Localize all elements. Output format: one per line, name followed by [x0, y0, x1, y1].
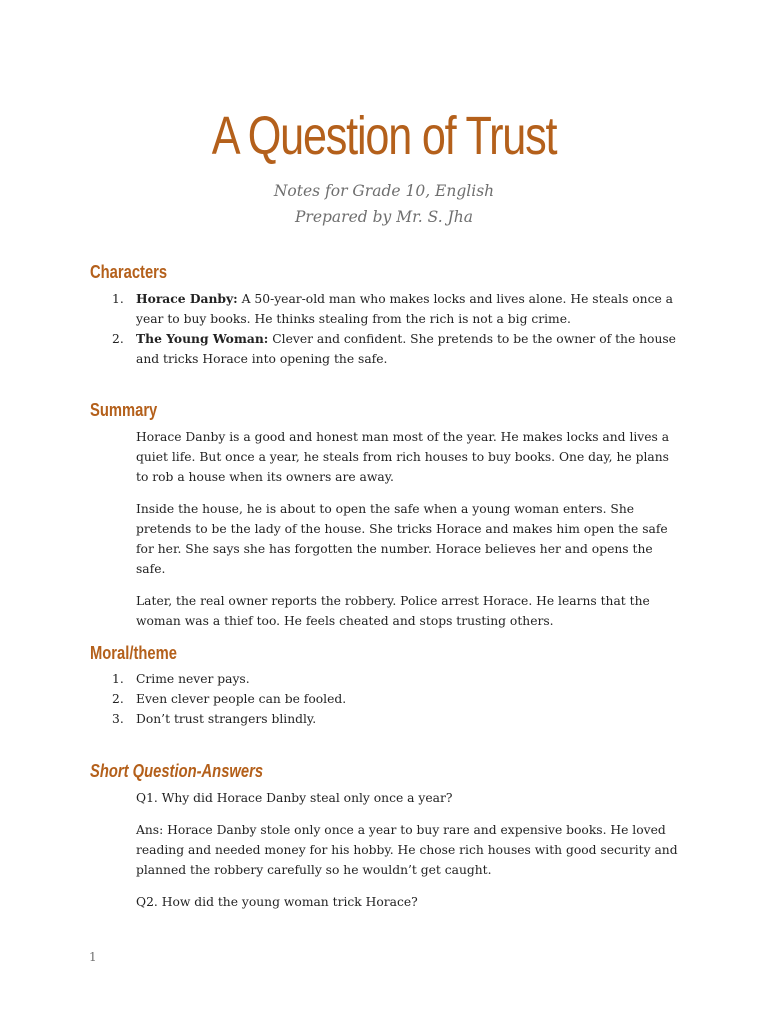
subtitle-course: Notes for Grade 10, English [273, 182, 495, 200]
qa-body [136, 788, 684, 924]
list-number: 2. [112, 692, 124, 706]
qa-heading: Short Question-Answers [90, 761, 264, 781]
character-description: A 50-year-old man who makes locks and lives alone. He steals once a year to buy books. He thinks stealing from the rich is not a big crime. [136, 292, 674, 326]
summary-paragraph: Horace Danby is a good and honest man most of the year. He makes locks and lives a quiet life. But once a year, he steals from rich houses to buy books. One day, he plans to rob a house when its owners are away. [136, 430, 670, 484]
characters-heading: Characters [90, 262, 168, 282]
summary-heading: Summary [90, 400, 158, 420]
moral-heading: Moral/theme [90, 643, 177, 663]
subtitle-author: Prepared by Mr. S. Jha [294, 208, 473, 226]
character-description: Clever and confident. She pretends to be the owner of the house and tricks Horace into opening the safe. [136, 332, 676, 366]
qa-question: Q2. How did the young woman trick Horace? [136, 895, 418, 909]
list-number: 1. [112, 672, 124, 686]
summary-paragraph: Inside the house, he is about to open the safe when a young woman enters. She pretends to be the lady of the house. She tricks Horace and makes him open the safe for her. She says she has forgotten the number. Horace believes her and opens the safe. [136, 502, 668, 576]
list-number: 1. [112, 292, 124, 306]
page-number: 1 [89, 950, 97, 964]
character-name: Horace Danby: [136, 291, 238, 306]
list-item [90, 709, 690, 729]
summary-body [136, 427, 684, 643]
moral-list [90, 669, 690, 729]
characters-list [90, 289, 690, 369]
document-subtitle [0, 178, 768, 230]
list-item [90, 289, 690, 329]
list-number: 3. [112, 712, 124, 726]
qa-question: Q1. Why did Horace Danby steal only once a year? [136, 791, 453, 805]
list-item [90, 689, 690, 709]
document-title: A Question of Trust [211, 106, 557, 166]
summary-paragraph: Later, the real owner reports the robbery. Police arrest Horace. He learns that the woman was a thief too. He feels cheated and stops trusting others. [136, 594, 650, 628]
moral-text: Even clever people can be fooled. [136, 692, 347, 706]
qa-answer: Ans: Horace Danby stole only once a year to buy rare and expensive books. He loved reading and needed money for his hobby. He chose rich houses with good security and planned the robbery carefully so he wouldn’t get caught. [136, 823, 678, 877]
moral-text: Don’t trust strangers blindly. [136, 712, 317, 726]
moral-text: Crime never pays. [136, 672, 250, 686]
character-name: The Young Woman: [136, 331, 269, 346]
list-item [90, 669, 690, 689]
list-number: 2. [112, 332, 124, 346]
list-item [90, 329, 690, 369]
